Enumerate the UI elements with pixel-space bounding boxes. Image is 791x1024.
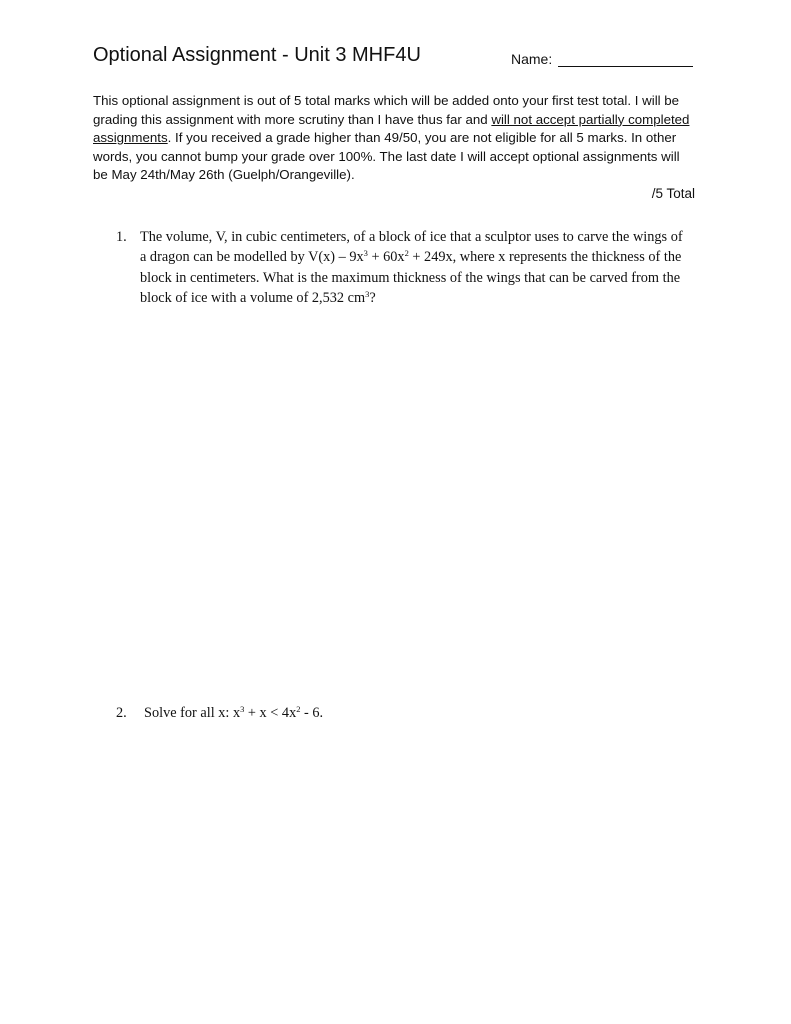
intro-text-part1: This optional assignment is out of 5 total marks which will be added onto your first test total. I will be grading this assignment with more scrutiny than I have thus far and	[93, 93, 680, 127]
question-1-text-b: + 60x	[367, 249, 405, 266]
name-field	[511, 51, 693, 67]
question-2	[116, 703, 691, 723]
question-2-exponent-b: 2	[296, 704, 301, 714]
intro-text-part2: . If you received a grade higher than 49/50, you are not eligible for all 5 marks. In other words, you cannot bump your grade over 100%. The last date I will accept optional assignments will be May 24th/May 26th (Guelph/Orangeville).	[93, 130, 680, 183]
question-1-text-d: ?	[369, 290, 376, 307]
question-2-text-c: - 6.	[300, 705, 324, 721]
question-1-exponent-c: 3	[365, 289, 370, 300]
total-marks: /5 Total	[651, 186, 695, 201]
intro-underlined-text: will not accept partially completed assignments	[93, 111, 690, 146]
question-1-text-a: The volume, V, in cubic centimeters, of a block of ice that a sculptor uses to carve the wings of a dragon can be modelled by V(x) – 9x	[140, 229, 683, 266]
question-1-number: 1.	[116, 229, 127, 245]
name-label: Name:	[511, 51, 553, 67]
intro-paragraph	[93, 92, 698, 185]
question-1-text-c: + 249x, where x represents the thickness of the block in centimeters. What is the maximum thickness of the wings that can be carved from the block of ice with a volume of 2,532 cm	[140, 249, 682, 307]
page-title: Optional Assignment - Unit 3 MHF4U	[93, 44, 421, 66]
question-2-number: 2.	[116, 705, 127, 721]
question-2-exponent-a: 3	[240, 704, 245, 714]
name-blank-line	[558, 52, 693, 67]
question-2-text-a: Solve for all x: x	[144, 705, 241, 721]
question-1-text	[140, 227, 691, 309]
question-2-text-b: + x < 4x	[244, 705, 297, 721]
question-1-exponent-a: 3	[363, 248, 368, 259]
question-1	[116, 227, 691, 309]
question-1-exponent-b: 2	[404, 248, 409, 259]
